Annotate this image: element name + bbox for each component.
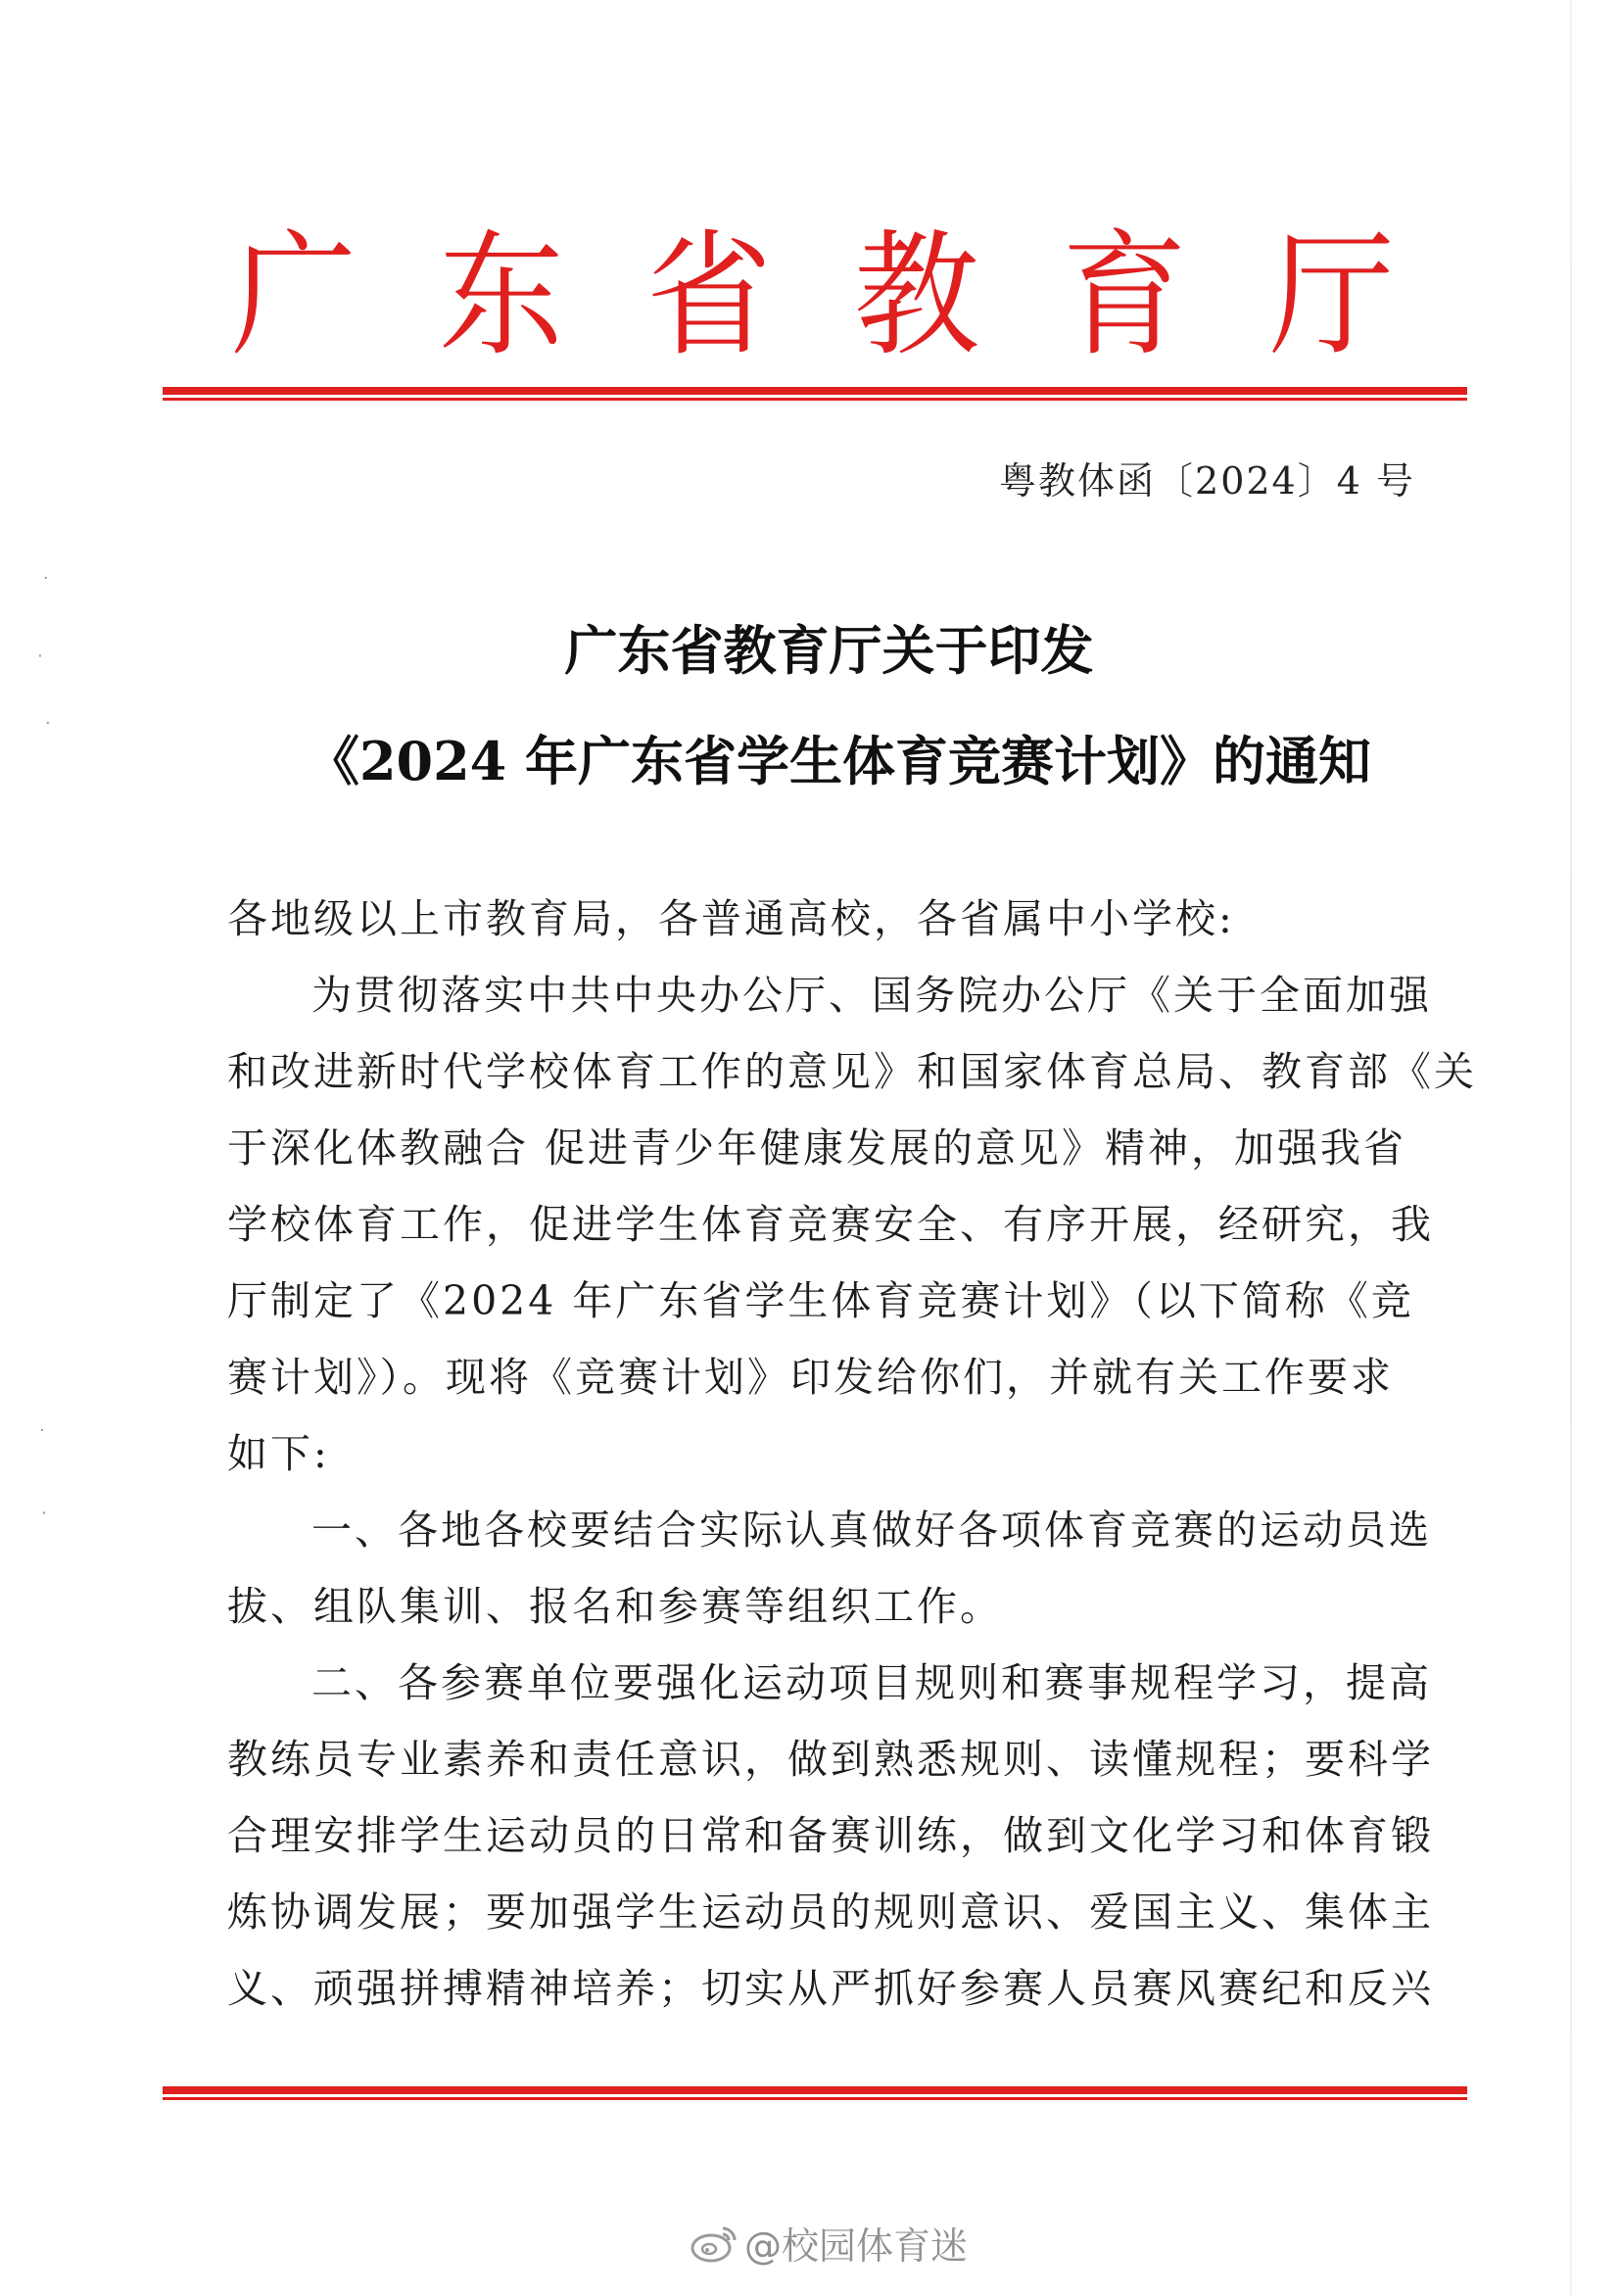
- body-line: 二、各参赛单位要强化运动项目规则和赛事规程学习，提高: [311, 1659, 1432, 1706]
- body-line: 厅制定了《2024 年广东省学生体育竞赛计划》（以下简称《竞: [227, 1277, 1414, 1324]
- letterhead-char: 东: [438, 217, 564, 375]
- letterhead-rule-thin: [163, 398, 1467, 401]
- notice-title-line-1: 广东省教育厅关于印发: [564, 619, 1094, 682]
- body-line: 为贯彻落实中共中央办公厅、国务院办公厅《关于全面加强: [311, 972, 1432, 1019]
- body-line: 如下:: [227, 1430, 330, 1477]
- scan-edge: [1570, 0, 1572, 2296]
- watermark-text: @校园体育迷: [744, 2224, 969, 2268]
- body-line: 合理安排学生运动员的日常和备赛训练，做到文化学习和体育锻: [227, 1812, 1434, 1859]
- body-line: 和改进新时代学校体育工作的意见》和国家体育总局、教育部《关: [227, 1048, 1477, 1095]
- body-line: 于深化体教融合 促进青少年健康发展的意见》精神，加强我省: [227, 1124, 1407, 1172]
- salutation: 各地级以上市教育局，各普通高校，各省属中小学校:: [227, 895, 1235, 942]
- weibo-icon: [690, 2223, 738, 2264]
- body-line: 学校体育工作，促进学生体育竞赛安全、有序开展，经研究，我: [227, 1201, 1434, 1248]
- body-line: 义、顽强拼搏精神培养；切实从严抓好参赛人员赛风赛纪和反兴: [227, 1965, 1434, 2012]
- letterhead-char: 厅: [1268, 217, 1395, 375]
- notice-title-line-2: 《2024 年广东省学生体育竞赛计划》的通知: [306, 730, 1372, 792]
- weibo-watermark: [690, 2216, 968, 2270]
- scan-speck: ‧: [37, 646, 43, 667]
- letterhead-rule-thick: [163, 387, 1467, 395]
- scan-speck: ·: [39, 1420, 45, 1441]
- scan-speck: ·: [43, 568, 49, 589]
- letterhead-char: 省: [645, 217, 772, 375]
- letterhead-title: [225, 217, 1401, 375]
- footer-rule-thin: [163, 2097, 1467, 2100]
- body-line: 炼协调发展；要加强学生运动员的规则意识、爱国主义、集体主: [227, 1889, 1434, 1936]
- body-line: 教练员专业素养和责任意识，做到熟悉规则、读懂规程；要科学: [227, 1736, 1434, 1783]
- scan-speck: ‧: [41, 1504, 47, 1524]
- body-line: 一、各地各校要结合实际认真做好各项体育竞赛的运动员选: [311, 1507, 1432, 1554]
- body-line: 赛计划》）。现将《竞赛计划》印发给你们，并就有关工作要求: [227, 1354, 1394, 1401]
- footer-rule-thick: [163, 2086, 1467, 2094]
- document-number: 粤教体函〔2024〕4 号: [999, 459, 1415, 502]
- scan-speck: ·: [45, 713, 51, 734]
- letterhead-char: 广: [230, 217, 357, 375]
- letterhead-char: 育: [1061, 217, 1187, 375]
- body-line: 拔、组队集训、报名和参赛等组织工作。: [227, 1583, 1003, 1630]
- letterhead-char: 教: [853, 217, 979, 375]
